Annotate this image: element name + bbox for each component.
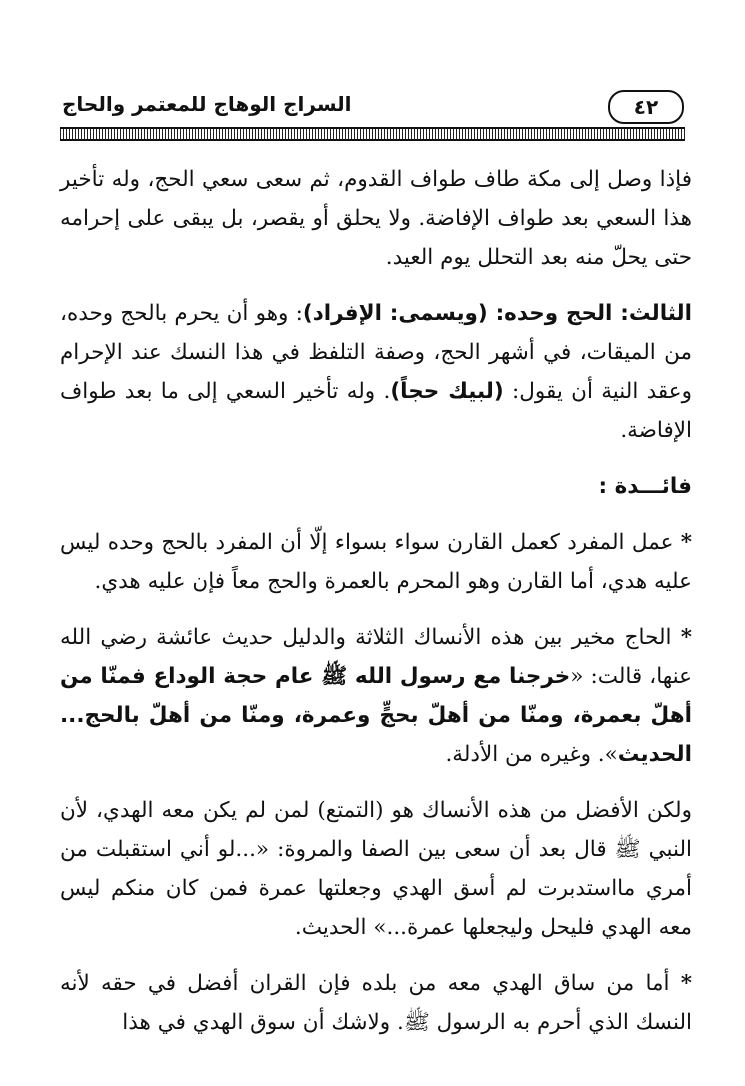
page-header [62, 90, 684, 124]
section-third-label: الثالث: الحج وحده: (ويسمى: الإفراد) [302, 301, 692, 326]
paragraph-2-text-b: . وله تأخير السعي إلى ما بعد طواف الإفاضة. [60, 379, 692, 443]
main-text [60, 160, 692, 1059]
bullet-star: * [680, 971, 692, 996]
paragraph-2-text-a: : وهو أن يحرم بالحج وحده، من الميقات، في أشهر الحج، وصفة التلفظ في هذا النسك عند الإحرام وعقد النية أن يقول: [60, 301, 692, 404]
fa2ida-heading: فائـــدة : [598, 474, 692, 499]
bullet-star: * [680, 530, 693, 555]
paragraph-6-text: أما من ساق الهدي معه من بلده فإن القران أفضل في حقه لأنه النسك الذي أحرم به الرسول ﷺ. ولاشك أن سوق الهدي في هذا [60, 971, 692, 1035]
page-number: ٤٢ [608, 90, 684, 124]
talbiya-phrase: (لبيك حجاً) [390, 379, 504, 404]
paragraph-5: ولكن الأفضل من هذه الأنساك هو (التمتع) لمن لم يكن معه الهدي، لأن النبي ﷺ قال بعد أن سعى بين الصفا والمروة: «...لو أني استقبلت من أمري مااستدبرت لم أسق الهدي وجعلتها عمرة فمن كان منكم ليس معه الهدي فليحل وليجعلها عمرة...» الحديث. [60, 798, 692, 940]
paragraph-2 [60, 294, 692, 450]
paragraph-4-text-a: الحاج مخير بين هذه الأنساك الثلاثة والدليل حديث عائشة رضي الله عنها، قالت: « [60, 625, 692, 689]
paragraph-3 [60, 523, 692, 601]
paragraph-4 [60, 618, 692, 774]
running-title: السراج الوهاج للمعتمر والحاج [62, 92, 352, 116]
hadith-quote: خرجنا مع رسول الله ﷺ عام حجة الوداع فمنّا من أهلّ بعمرة، ومنّا من أهلّ بحجٍّ وعمرة، ومنّا من أهلّ بالحج... الحديث [60, 664, 692, 767]
paragraph-4-text-b: ». وغيره من الأدلة. [445, 742, 618, 767]
paragraph-6 [60, 964, 692, 1042]
paragraph-1: فإذا وصل إلى مكة طاف طواف القدوم، ثم سعى سعي الحج، وله تأخير هذا السعي بعد طواف الإفاضة. ولا يحلق أو يقصر، بل يبقى على إحرامه حتى يحلّ منه بعد التحلل يوم العيد. [60, 167, 692, 270]
header-rule [60, 127, 685, 141]
paragraph-3-text: عمل المفرد كعمل القارن سواء بسواء إلّا أن المفرد بالحج وحده ليس عليه هدي، أما القارن وهو المحرم بالعمرة والحج معاً فإن عليه هدي. [60, 530, 692, 594]
bullet-star: * [680, 625, 692, 650]
